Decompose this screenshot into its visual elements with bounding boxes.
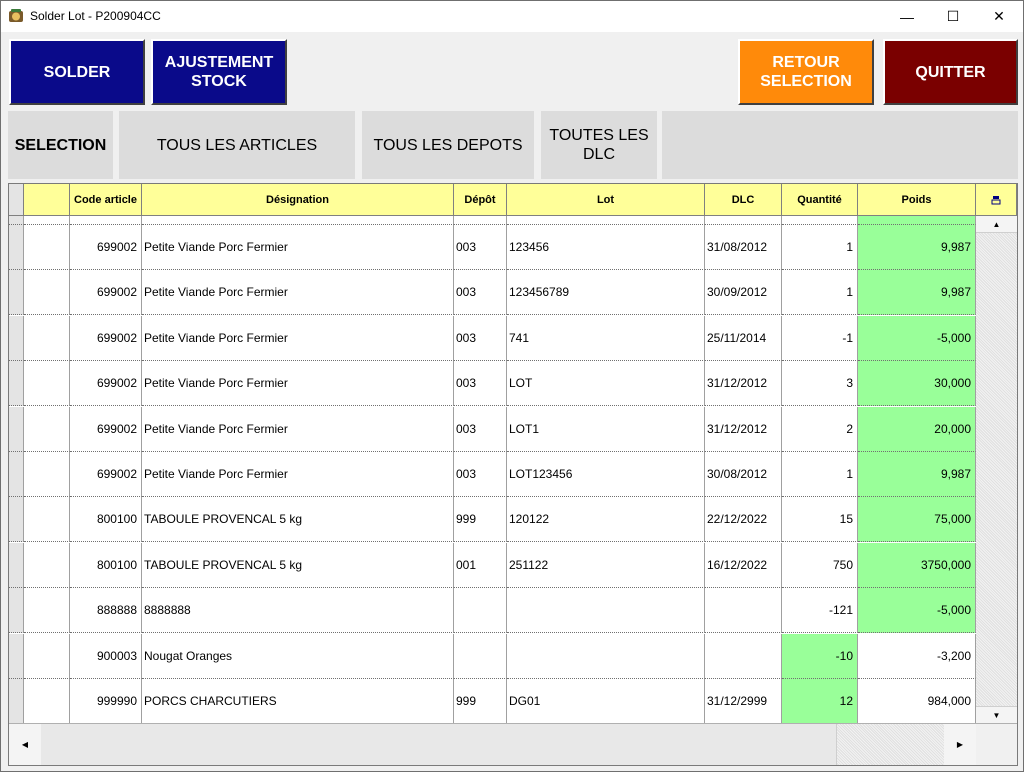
- cell-code-article: 699002: [70, 407, 142, 452]
- cell-dlc: 16/12/2022: [705, 543, 782, 588]
- vertical-scrollbar[interactable]: [976, 216, 1017, 723]
- row-selector: [24, 407, 70, 452]
- row-selector: [24, 497, 70, 542]
- table-row[interactable]: [9, 316, 976, 361]
- app-logo-icon: [8, 8, 24, 24]
- header-designation[interactable]: Désignation: [142, 184, 454, 216]
- header-code-article[interactable]: Code article: [70, 184, 142, 216]
- cell-quantite: 12: [782, 679, 858, 723]
- cell-quantite: 750: [782, 543, 858, 588]
- cell-code-article: 800100: [70, 543, 142, 588]
- cell-quantite: 2: [782, 407, 858, 452]
- cell-poids: -3,200: [858, 634, 976, 679]
- cell-depot: [454, 216, 507, 225]
- cell-dlc: 31/12/2999: [705, 679, 782, 723]
- cell-depot: 003: [454, 316, 507, 361]
- quitter-button[interactable]: QUITTER: [883, 39, 1018, 105]
- title-bar: [1, 1, 1023, 32]
- cell-depot: 999: [454, 497, 507, 542]
- cell-quantite: 1: [782, 225, 858, 270]
- cell-dlc: [705, 634, 782, 679]
- cell-designation: TABOULE PROVENCAL 5 kg: [142, 543, 454, 588]
- table-row[interactable]: [9, 497, 976, 542]
- table-row[interactable]: [9, 543, 976, 588]
- cell-quantite: 1: [782, 452, 858, 497]
- cell-designation: Petite Viande Porc Fermier: [142, 361, 454, 406]
- cell-poids: 984,000: [858, 679, 976, 723]
- tous-les-depots-button[interactable]: TOUS LES DEPOTS: [362, 111, 534, 179]
- cell-lot: 123456789: [507, 270, 705, 315]
- row-selector: [24, 270, 70, 315]
- cell-quantite: 3: [782, 361, 858, 406]
- cell-dlc: 30/08/2012: [705, 452, 782, 497]
- scroll-right-button[interactable]: [944, 724, 976, 765]
- table-row[interactable]: [9, 588, 976, 633]
- header-depot[interactable]: Dépôt: [454, 184, 507, 216]
- row-selector: [24, 634, 70, 679]
- cell-code-article: 900003: [70, 634, 142, 679]
- tous-les-articles-button[interactable]: TOUS LES ARTICLES: [119, 111, 355, 179]
- row-selector: [24, 225, 70, 270]
- cell-designation: 8888888: [142, 588, 454, 633]
- cell-lot: [507, 634, 705, 679]
- row-indicator: [9, 407, 24, 452]
- cell-designation: Nougat Oranges: [142, 634, 454, 679]
- row-selector: [24, 216, 70, 225]
- cell-code-article: 699002: [70, 316, 142, 361]
- minimize-button[interactable]: —: [900, 8, 914, 25]
- cell-depot: [454, 588, 507, 633]
- cell-poids: 30,000: [858, 361, 976, 406]
- ajustement-stock-button[interactable]: AJUSTEMENT STOCK: [151, 39, 287, 105]
- cell-lot: 120122: [507, 497, 705, 542]
- cell-quantite: -1: [782, 316, 858, 361]
- cell-lot: [507, 588, 705, 633]
- cell-code-article: [70, 216, 142, 225]
- cell-dlc: 25/11/2014: [705, 316, 782, 361]
- header-selector: [24, 184, 70, 216]
- scroll-down-button[interactable]: [976, 706, 1017, 723]
- cell-designation: Petite Viande Porc Fermier: [142, 407, 454, 452]
- table-row[interactable]: [9, 634, 976, 679]
- toutes-les-dlc-button[interactable]: TOUTES LES DLC: [541, 111, 657, 179]
- cell-code-article: 699002: [70, 452, 142, 497]
- cell-designation: TABOULE PROVENCAL 5 kg: [142, 497, 454, 542]
- cell-poids: 9,987: [858, 270, 976, 315]
- cell-poids: 75,000: [858, 497, 976, 542]
- maximize-button[interactable]: ☐: [946, 8, 960, 24]
- row-indicator: [9, 543, 24, 588]
- cell-dlc: 31/12/2012: [705, 361, 782, 406]
- header-poids[interactable]: Poids: [858, 184, 976, 216]
- window-title: Solder Lot - P200904CC: [30, 9, 161, 23]
- lots-table: [8, 183, 1018, 766]
- cell-designation: PORCS CHARCUTIERS: [142, 679, 454, 723]
- cell-dlc: [705, 216, 782, 225]
- cell-quantite: -121: [782, 588, 858, 633]
- solder-button[interactable]: SOLDER: [9, 39, 145, 105]
- table-row[interactable]: [9, 679, 976, 723]
- header-lot[interactable]: Lot: [507, 184, 705, 216]
- cell-poids: 20,000: [858, 407, 976, 452]
- cell-designation: Petite Viande Porc Fermier: [142, 270, 454, 315]
- cell-depot: 999: [454, 679, 507, 723]
- cell-depot: 001: [454, 543, 507, 588]
- column-chooser-button[interactable]: [976, 184, 1017, 216]
- table-row-partial: [9, 216, 976, 225]
- row-indicator: [9, 225, 24, 270]
- horizontal-scroll-thumb[interactable]: [41, 724, 837, 765]
- cell-quantite: -10: [782, 634, 858, 679]
- table-row[interactable]: [9, 270, 976, 315]
- filter-empty-slot: [662, 111, 1018, 179]
- header-indicator: [9, 184, 24, 216]
- cell-depot: 003: [454, 452, 507, 497]
- cell-dlc: 22/12/2022: [705, 497, 782, 542]
- selection-label: SELECTION: [8, 111, 113, 179]
- cell-dlc: 31/08/2012: [705, 225, 782, 270]
- row-selector: [24, 543, 70, 588]
- cell-depot: 003: [454, 270, 507, 315]
- arrow-right-icon: ▶: [956, 740, 964, 749]
- table-body: [9, 216, 976, 723]
- main-content: [1, 32, 1023, 771]
- header-dlc[interactable]: DLC: [705, 184, 782, 216]
- cell-poids: -5,000: [858, 588, 976, 633]
- header-quantite[interactable]: Quantité: [782, 184, 858, 216]
- close-button[interactable]: ✕: [993, 8, 1005, 24]
- row-selector: [24, 316, 70, 361]
- row-indicator: [9, 316, 24, 361]
- row-selector: [24, 361, 70, 406]
- scroll-corner: [976, 723, 1017, 765]
- cell-poids: 3750,000: [858, 543, 976, 588]
- arrow-up-icon: ▲: [992, 219, 1001, 229]
- scroll-up-button[interactable]: [976, 216, 1017, 233]
- row-selector: [24, 679, 70, 723]
- row-indicator: [9, 634, 24, 679]
- scroll-left-button[interactable]: [9, 724, 41, 765]
- row-indicator: [9, 216, 24, 225]
- horizontal-scrollbar[interactable]: [9, 723, 976, 765]
- cell-lot: 123456: [507, 225, 705, 270]
- row-selector: [24, 452, 70, 497]
- row-indicator: [9, 588, 24, 633]
- cell-lot: LOT1: [507, 407, 705, 452]
- cell-dlc: 30/09/2012: [705, 270, 782, 315]
- table-row[interactable]: [9, 361, 976, 406]
- cell-poids: [858, 216, 976, 225]
- table-row[interactable]: [9, 407, 976, 452]
- cell-code-article: 999990: [70, 679, 142, 723]
- cell-lot: 741: [507, 316, 705, 361]
- cell-poids: 9,987: [858, 225, 976, 270]
- cell-lot: [507, 216, 705, 225]
- cell-dlc: [705, 588, 782, 633]
- cell-dlc: 31/12/2012: [705, 407, 782, 452]
- table-row[interactable]: [9, 225, 976, 270]
- cell-code-article: 699002: [70, 225, 142, 270]
- cell-code-article: 699002: [70, 361, 142, 406]
- cell-quantite: 15: [782, 497, 858, 542]
- row-indicator: [9, 497, 24, 542]
- cell-designation: Petite Viande Porc Fermier: [142, 225, 454, 270]
- cell-depot: 003: [454, 361, 507, 406]
- cell-code-article: 699002: [70, 270, 142, 315]
- table-row[interactable]: [9, 452, 976, 497]
- row-indicator: [9, 270, 24, 315]
- arrow-down-icon: ▼: [992, 710, 1001, 720]
- cell-poids: 9,987: [858, 452, 976, 497]
- cell-lot: 251122: [507, 543, 705, 588]
- cell-poids: -5,000: [858, 316, 976, 361]
- cell-quantite: 1: [782, 270, 858, 315]
- cell-code-article: 888888: [70, 588, 142, 633]
- cell-depot: 003: [454, 225, 507, 270]
- retour-selection-button[interactable]: RETOUR SELECTION: [738, 39, 874, 105]
- cell-designation: Petite Viande Porc Fermier: [142, 316, 454, 361]
- cell-designation: [142, 216, 454, 225]
- cell-depot: 003: [454, 407, 507, 452]
- row-indicator: [9, 361, 24, 406]
- cell-code-article: 800100: [70, 497, 142, 542]
- cell-lot: LOT123456: [507, 452, 705, 497]
- row-selector: [24, 588, 70, 633]
- arrow-left-icon: ◀: [21, 740, 29, 749]
- row-indicator: [9, 452, 24, 497]
- cell-lot: DG01: [507, 679, 705, 723]
- cell-quantite: [782, 216, 858, 225]
- cell-depot: [454, 634, 507, 679]
- row-indicator: [9, 679, 24, 723]
- cell-designation: Petite Viande Porc Fermier: [142, 452, 454, 497]
- cell-lot: LOT: [507, 361, 705, 406]
- column-chooser-icon: [991, 195, 1001, 205]
